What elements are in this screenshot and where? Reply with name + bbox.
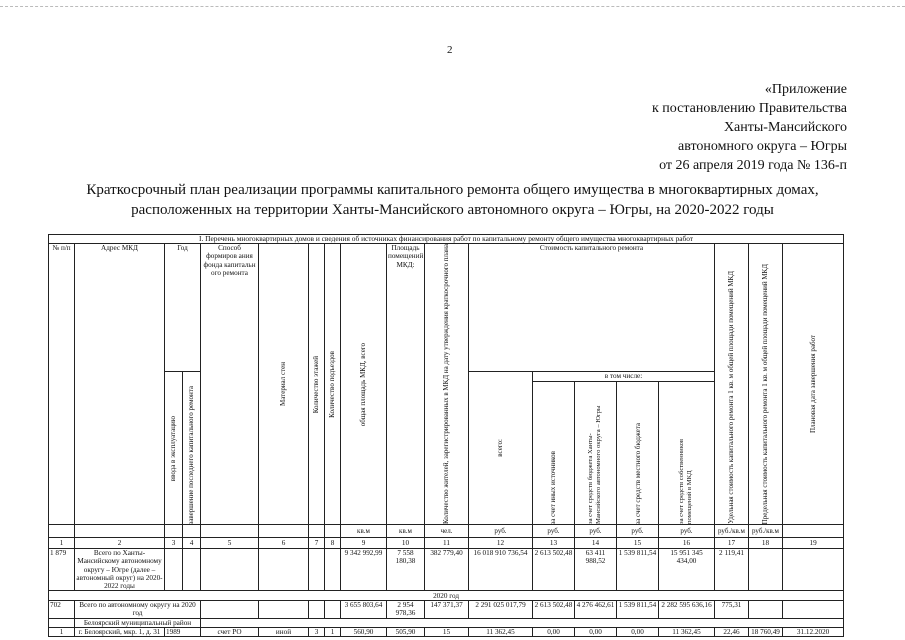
unit-cell: руб.: [617, 525, 659, 538]
row-label: Всего по автономному округу на 2020 год: [75, 601, 201, 618]
unit-cell: чел.: [425, 525, 469, 538]
unit-cell: [165, 525, 183, 538]
unit-cell: руб.: [469, 525, 533, 538]
row-num: 702: [49, 601, 75, 618]
total-area-cell: 560,90: [341, 627, 387, 636]
column-number: 19: [783, 538, 844, 549]
unit-cell: руб.: [659, 525, 715, 538]
fund-method-cell: счет РО: [201, 627, 259, 636]
unit-cell: [75, 525, 165, 538]
other-sources-cell: 2 613 502,48: [533, 601, 575, 618]
residents-cell: 15: [425, 627, 469, 636]
col-header-planned-date: Плановая дата завершения работ: [808, 335, 817, 434]
column-number: 9: [341, 538, 387, 549]
col-header-owners-funds: за счет средств собственников помещений в МКД: [678, 439, 694, 525]
table-section-header: I. Перечень многоквартирных домов и сведения об источниках финансирования работ по капитальному ремонту общего имущества многоквартирных работ: [49, 235, 844, 244]
unit-cell: кв.м: [387, 525, 425, 538]
unit-cell: руб.: [533, 525, 575, 538]
okrug-budget-cell: 0,00: [575, 627, 617, 636]
okrug-budget-cell: 63 411 988,52: [575, 549, 617, 591]
owners-funds-cell: 15 951 345 434,00: [659, 549, 715, 591]
total-area-cell: 3 655 803,64: [341, 601, 387, 618]
col-header-cost-group: Стоимость капитального ремонта: [469, 244, 715, 372]
table-row-year-total: [49, 601, 844, 618]
units-row: [49, 525, 844, 538]
col-header-other-sources: за счет иных источников: [549, 450, 558, 525]
residents-cell: 382 779,40: [425, 549, 469, 591]
col-header-premises-area: Площадь помещений МКД:: [387, 244, 425, 525]
col-header-fund-method: Способ формиров ания фонда капитальн ого ремонта: [201, 244, 259, 525]
appendix-line: Ханты-Мансийского: [723, 120, 847, 135]
col-header-incl: в том числе:: [533, 372, 714, 382]
col-header-address: Адрес МКД: [75, 244, 165, 525]
planned-date-cell: 31.12.2020: [783, 627, 844, 636]
plan-table-container: [48, 234, 843, 636]
row-num: 1: [49, 627, 75, 636]
okrug-budget-cell: 4 276 462,61: [575, 601, 617, 618]
column-number: 13: [533, 538, 575, 549]
col-header-floors: Количество этажей: [312, 355, 321, 413]
unit-cell: руб./кв.м: [749, 525, 783, 538]
local-budget-cell: 1 539 811,54: [617, 549, 659, 591]
column-number: 7: [309, 538, 325, 549]
other-sources-cell: 2 613 502,48: [533, 549, 575, 591]
col-header-year-last-repair: завершение последнего капитального ремонта: [187, 385, 196, 525]
wall-material-cell: иной: [259, 627, 309, 636]
col-header-wall-material: Материал стен: [279, 362, 288, 407]
column-number: 5: [201, 538, 259, 549]
max-cost-cell: 18 760,49: [749, 627, 783, 636]
unit-cell: [309, 525, 325, 538]
col-header-total-area: общая площадь МКД, всего: [359, 342, 368, 426]
owners-funds-cell: 2 282 595 636,16: [659, 601, 715, 618]
document-title: [40, 180, 865, 220]
cost-total-cell: 11 362,45: [469, 627, 533, 636]
premises-area-cell: 2 954 978,36: [387, 601, 425, 618]
column-numbers-row: [49, 538, 844, 549]
title-line: Краткосрочный план реализации программы капитального ремонта общего имущества в многоквартирных домах,: [86, 182, 819, 198]
scan-edge-line: [0, 6, 905, 7]
unit-cost-cell: 2 119,41: [715, 549, 749, 591]
page-number: 2: [447, 44, 453, 56]
address-cell: г. Белоярский, мкр. 1, д. 31: [75, 627, 165, 636]
total-area-cell: 9 342 992,99: [341, 549, 387, 591]
row-label: Всего по Ханты-Мансийскому автономному округу – Югре (далее – автономный округ) на 2020-2022 годы: [76, 549, 163, 591]
col-header-year-commission: ввода в эксплуатацию: [169, 415, 178, 481]
column-number: 14: [575, 538, 617, 549]
unit-cell: кв.м: [341, 525, 387, 538]
column-number: 2: [75, 538, 165, 549]
appendix-line: автономного округа – Югры: [678, 139, 847, 154]
column-number: 3: [165, 538, 183, 549]
premises-area-cell: 7 558 180,38: [387, 549, 425, 591]
column-number: 16: [659, 538, 715, 549]
col-header-local-budget: за счет средств местного бюджета: [633, 422, 642, 525]
local-budget-cell: 0,00: [617, 627, 659, 636]
district-label: Белоярский муниципальный район: [75, 618, 201, 627]
column-number: 18: [749, 538, 783, 549]
col-header-num: № п/п: [49, 244, 75, 525]
residents-cell: 147 371,37: [425, 601, 469, 618]
column-number: 12: [469, 538, 533, 549]
plan-table: [48, 234, 844, 637]
entrances-cell: 1: [325, 627, 341, 636]
col-header-year-group: Год: [165, 244, 201, 372]
column-number: 1: [49, 538, 75, 549]
year-cell: 1989: [165, 627, 201, 636]
row-num: 1 879: [49, 549, 75, 591]
other-sources-cell: 0,00: [533, 627, 575, 636]
unit-cell: руб.: [575, 525, 617, 538]
unit-cost-cell: 775,31: [715, 601, 749, 618]
title-line: расположенных на территории Ханты-Мансийского автономного округа – Югры, на 2020-2022 годы: [131, 202, 774, 218]
owners-funds-cell: 11 362,45: [659, 627, 715, 636]
unit-cost-cell: 22,46: [715, 627, 749, 636]
unit-cell: [259, 525, 309, 538]
col-header-cost-total: всего:: [496, 439, 505, 458]
premises-area-cell: 505,90: [387, 627, 425, 636]
col-header-okrug-budget: за счет средств бюджета Ханты-Мансийского автономного округа – Югры: [587, 405, 603, 525]
column-number: 8: [325, 538, 341, 549]
local-budget-cell: 1 539 811,54: [617, 601, 659, 618]
col-header-unit-cost: Удельная стоимость капитального ремонта 1 кв. м общей площади помещений МКД: [727, 271, 736, 525]
table-row: [49, 627, 844, 636]
unit-cell: руб./кв.м: [715, 525, 749, 538]
cost-total-cell: 16 018 910 736,54: [469, 549, 533, 591]
appendix-heading: [587, 80, 847, 175]
col-header-max-cost: Предельная стоимость капитального ремонта 1 кв. м общей площади помещений МКД: [761, 263, 770, 525]
column-number: 6: [259, 538, 309, 549]
cost-total-cell: 2 291 025 017,79: [469, 601, 533, 618]
column-number: 11: [425, 538, 469, 549]
col-header-entrances: Количество подъездов: [328, 350, 337, 418]
column-number: 17: [715, 538, 749, 549]
column-number: 4: [183, 538, 201, 549]
floors-cell: 3: [309, 627, 325, 636]
appendix-line: «Приложение: [764, 82, 847, 97]
unit-cell: [201, 525, 259, 538]
unit-cell: [183, 525, 201, 538]
year-label: 2020 год: [49, 591, 844, 601]
unit-cell: [783, 525, 844, 538]
unit-cell: [325, 525, 341, 538]
table-row-total: [49, 549, 844, 591]
unit-cell: [49, 525, 75, 538]
appendix-line: от 26 апреля 2019 года № 136-п: [659, 158, 847, 173]
column-number: 15: [617, 538, 659, 549]
appendix-line: к постановлению Правительства: [651, 101, 847, 116]
col-header-residents: Количество жителей, зарегистрированных в МКД на дату утверждения краткосрочного плана: [442, 244, 451, 525]
column-number: 10: [387, 538, 425, 549]
